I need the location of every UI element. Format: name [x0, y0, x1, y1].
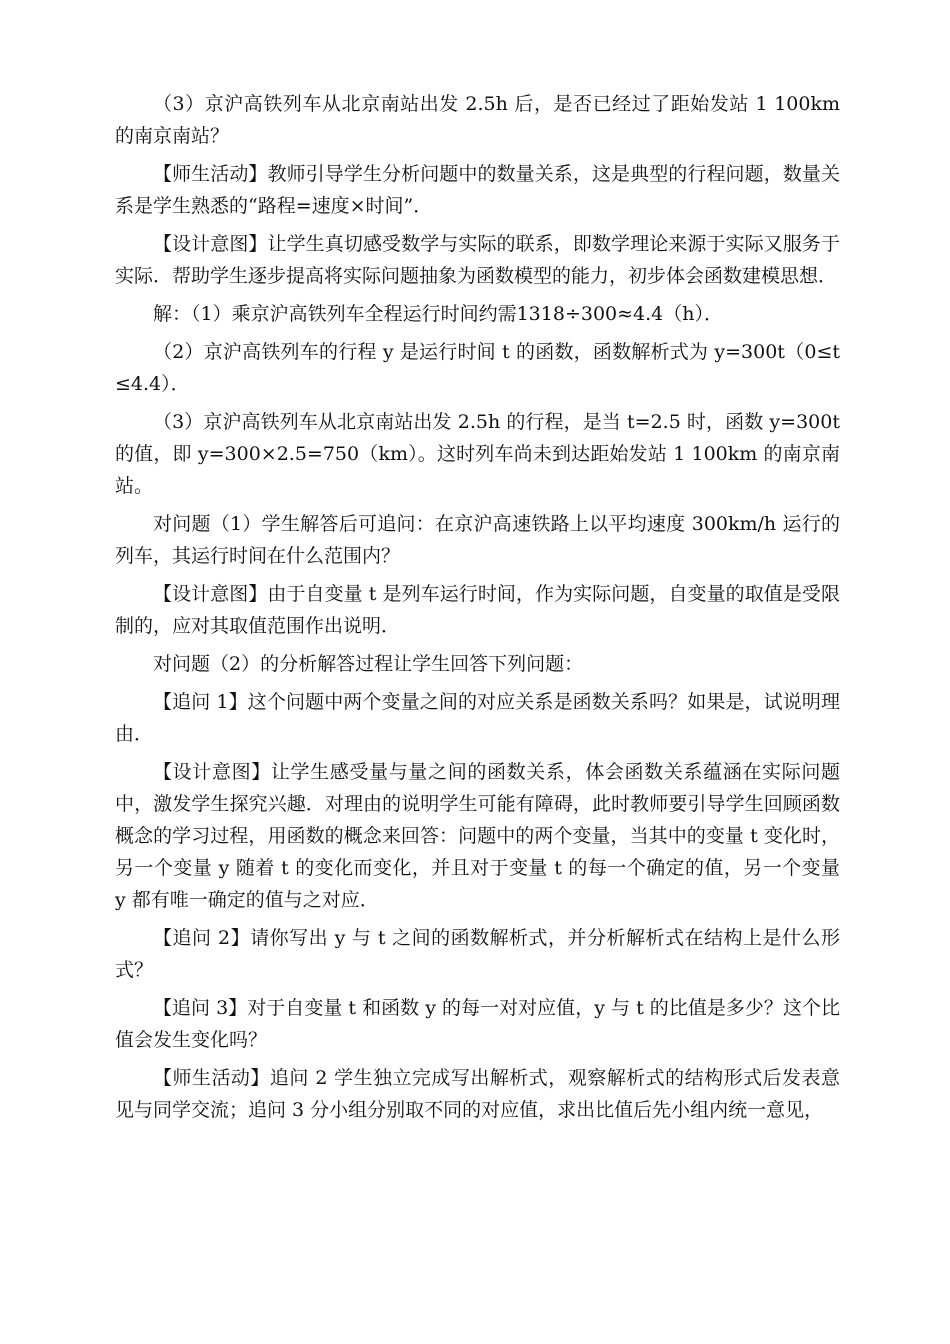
design-intent-3: 【设计意图】让学生感受量与量之间的函数关系，体会函数关系蕴涵在实际问题中，激发学生探究兴趣．对理由的说明学生可能有障碍，此时教师要引导学生回顾函数概念的学习过程，用函数的概念来回答：问题中的两个变量，当其中的变量 t 变化时，另一个变量 y 随着 t 的变化而变化，并且对于变量 t 的每一个确定的值，另一个变量 y 都有唯一确定的值与之对应． — [115, 761, 840, 911]
solution-2: （2）京沪高铁列车的行程 y 是运行时间 t 的函数，函数解析式为 y=300t（0≤t≤4.4）． — [115, 341, 840, 395]
design-intent-2: 【设计意图】由于自变量 t 是列车运行时间，作为实际问题，自变量的取值是受限制的，应对其取值范围作出说明． — [115, 583, 840, 637]
question-2-analysis-intro: 对问题（2）的分析解答过程让学生回答下列问题： — [153, 653, 584, 675]
design-intent-1: 【设计意图】让学生真切感受数学与实际的联系，即数学理论来源于实际又服务于实际．帮助学生逐步提高将实际问题抽象为函数模型的能力，初步体会函数建模思想． — [115, 233, 840, 287]
solution-3: （3）京沪高铁列车从北京南站出发 2.5h 的行程，是当 t=2.5 时，函数 y=300t 的值，即 y=300×2.5=750（km）。这时列车尚未到达距始发站 1 100km 的南京南站。 — [115, 411, 840, 497]
teacher-student-activity: 【师生活动】教师引导学生分析问题中的数量关系，这是典型的行程问题，数量关系是学生熟悉的“路程=速度×时间”． — [115, 163, 840, 217]
follow-up-3: 【追问 3】对于自变量 t 和函数 y 的每一对对应值，y 与 t 的比值是多少？这个比值会发生变化吗？ — [115, 997, 840, 1051]
follow-up-question-1-intro: 对问题（1）学生解答后可追问：在京沪高速铁路上以平均速度 300km/h 运行的列车，其运行时间在什么范围内？ — [115, 513, 840, 567]
follow-up-1: 【追问 1】这个问题中两个变量之间的对应关系是函数关系吗？如果是，试说明理由． — [115, 691, 840, 745]
document-page — [115, 88, 840, 1132]
teacher-student-activity-2: 【师生活动】追问 2 学生独立完成写出解析式，观察解析式的结构形式后发表意见与同学交流；追问 3 分小组分别取不同的对应值，求出比值后先小组内统一意见， — [115, 1067, 840, 1121]
follow-up-2: 【追问 2】请你写出 y 与 t 之间的函数解析式，并分析解析式在结构上是什么形式？ — [115, 927, 840, 981]
solution-1: 解：（1）乘京沪高铁列车全程运行时间约需1318÷300≈4.4（h）． — [153, 303, 724, 325]
question-3: （3）京沪高铁列车从北京南站出发 2.5h 后，是否已经过了距始发站 1 100km 的南京南站？ — [115, 93, 840, 147]
